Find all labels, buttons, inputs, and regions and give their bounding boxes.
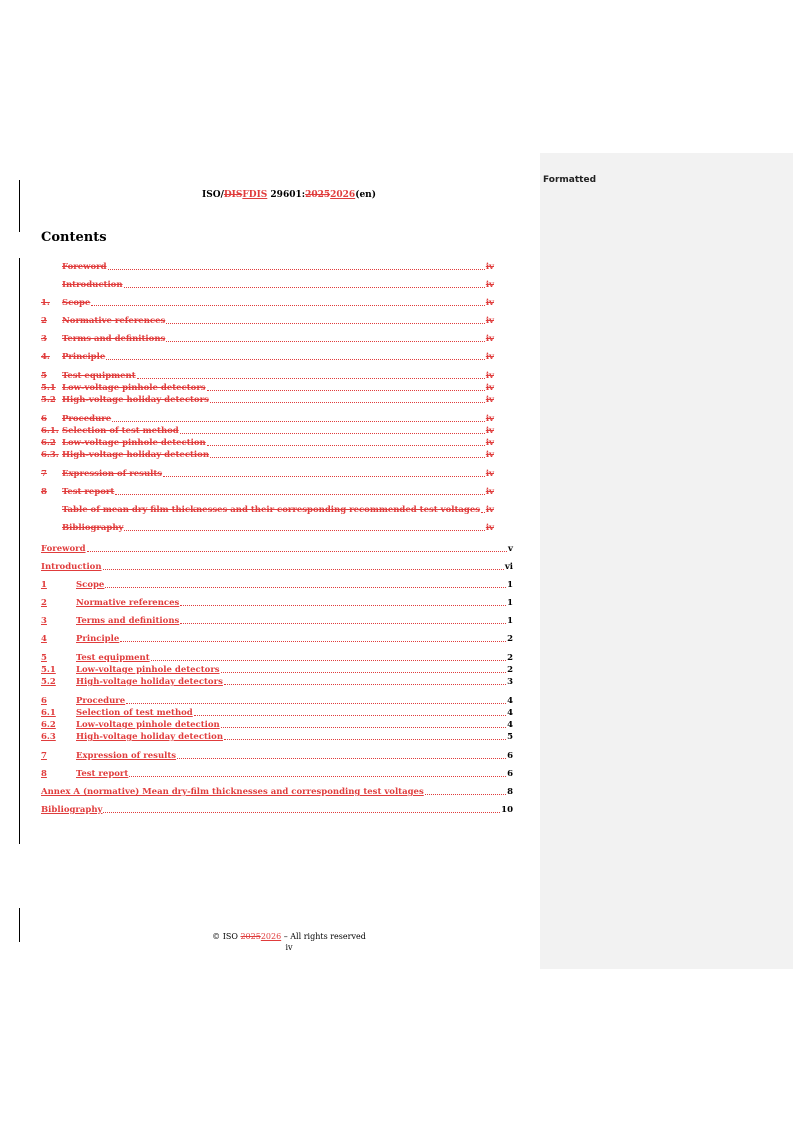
toc-entry-label: Expression of results [62,469,163,479]
toc-entry-number: 5.2 [41,677,56,687]
toc-leader-dots [194,715,506,716]
toc-entry-page: 3 [507,677,513,687]
toc-leader-dots [425,794,506,795]
toc-leader-dots [91,305,484,306]
toc-entry[interactable] [41,596,513,608]
toc-entry-page: iv [485,262,494,272]
toc-entry[interactable] [41,393,494,405]
toc-entry-label: Principle [62,352,106,362]
toc-entry-number: 5 [41,653,47,663]
header-suffix: (en) [355,190,376,200]
toc-entry-label: Terms and definitions [62,334,166,344]
toc-entry[interactable] [41,803,513,815]
toc-leader-dots [115,494,484,495]
toc-leader-dots [207,390,485,391]
toc-entry-number: 5.1 [41,383,56,393]
toc-entry-number: 7 [41,469,47,479]
toc-entry-number: 7 [41,751,47,761]
toc-leader-dots [124,287,485,288]
toc-entry-page: iv [485,469,494,479]
toc-entry-number: 6 [41,414,47,424]
toc-entry-label: Terms and definitions [76,616,180,626]
toc-entry[interactable] [41,467,494,479]
toc-leader-dots [224,739,506,740]
toc-entry-number: 5.2 [41,395,56,405]
header-inserted-stage: FDIS [242,190,268,200]
toc-leader-dots [103,812,500,813]
header-deleted-year: 2025 [305,190,331,200]
toc-leader-dots [210,457,485,458]
toc-leader-dots [112,421,485,422]
toc-entry[interactable] [41,632,513,644]
toc-entry-number: 6.1. [41,426,59,436]
toc-entry[interactable] [41,663,513,675]
toc-entry-page: iv [485,487,494,497]
toc-entry-number: 3 [41,334,47,344]
toc-leader-dots [180,623,506,624]
toc-entry[interactable] [41,296,494,308]
toc-leader-dots [207,445,485,446]
toc-entry-page: iv [485,298,494,308]
toc-entry-label: Introduction [62,280,123,290]
toc-entry-label: Procedure [62,414,112,424]
toc-entry-label: Bibliography [62,523,124,533]
toc-leader-dots [124,530,484,531]
toc-leader-dots [120,641,506,642]
toc-entry-label: Scope [62,298,91,308]
toc-entry-label: Scope [76,580,105,590]
toc-entry-page: iv [485,371,494,381]
toc-entry-label: High-voltage holiday detection [62,450,210,460]
toc-leader-dots [221,727,506,728]
toc-entry[interactable] [41,436,494,448]
toc-entry-label: Table of mean dry film thicknesses and their corresponding recommended test voltages [62,505,481,515]
toc-entry-label: Test equipment [76,653,150,663]
toc-entry[interactable] [41,749,513,761]
toc-entry-number: 5.1 [41,665,56,675]
toc-entry-page: iv [485,438,494,448]
toc-entry-number: 1. [41,298,50,308]
toc-entry[interactable] [41,730,513,742]
toc-entry[interactable] [41,560,513,572]
toc-entry-label: High-voltage holiday detectors [62,395,209,405]
toc-entry-page: 5 [507,732,513,742]
toc-entry-page: iv [485,505,494,515]
toc-entry-page: v [508,544,513,554]
toc-leader-dots [87,551,508,552]
toc-entry[interactable] [41,767,513,779]
toc-entry-label: Expression of results [76,751,177,761]
toc-leader-dots [210,402,485,403]
toc-leader-dots [481,512,485,513]
toc-entry[interactable] [41,785,513,797]
toc-entry-label: Annex A (normative) Mean dry-film thicknesses and corresponding test voltages [41,787,424,797]
toc-entry[interactable] [41,412,494,424]
toc-leader-dots [163,476,485,477]
toc-entry-label: Procedure [76,696,126,706]
toc-entry[interactable] [41,694,513,706]
page-number: iv [285,943,293,952]
toc-leader-dots [129,776,506,777]
toc-leader-dots [106,359,485,360]
toc-entry-label: Foreword [62,262,107,272]
toc-entry-label: Normative references [62,316,166,326]
formatted-comment-label: Formatted [543,175,597,185]
toc-entry-number: 6.2 [41,438,56,448]
toc-entry[interactable] [41,424,494,436]
contents-title: Contents [41,230,107,245]
toc-entry-label: Foreword [41,544,86,554]
toc-entry-number: 4. [41,352,50,362]
toc-entry-page: 1 [507,580,513,590]
toc-entry[interactable] [41,332,494,344]
toc-entry-label: Low-voltage pinhole detection [62,438,206,448]
toc-entry-label: Selection of test method [62,426,179,436]
toc-entry-label: Test report [62,487,115,497]
toc-entry[interactable] [41,675,513,687]
toc-entry-page: 2 [507,665,513,675]
toc-entry[interactable] [41,503,494,515]
toc-entry[interactable] [41,578,513,590]
toc-entry-page: 4 [507,696,513,706]
header-prefix: ISO/ [202,190,224,200]
toc-entry-number: 8 [41,487,47,497]
toc-entry-page: iv [485,450,494,460]
toc-entry-number: 6.1 [41,708,56,718]
toc-entry[interactable] [41,448,494,460]
toc-entry-number: 1 [41,580,47,590]
toc-entry-number: 5 [41,371,47,381]
toc-leader-dots [180,433,485,434]
toc-entry-label: Test report [76,769,129,779]
toc-entry-label: Test equipment [62,371,136,381]
change-bar [19,258,20,844]
toc-entry[interactable] [41,369,494,381]
toc-entry-number: 6 [41,696,47,706]
document-header [0,190,578,200]
toc-leader-dots [103,569,504,570]
toc-entry[interactable] [41,260,494,272]
toc-entry-page: iv [485,383,494,393]
toc-entry-page: iv [485,334,494,344]
toc-entry-label: Low-voltage pinhole detectors [62,383,206,393]
toc-entry-page: 10 [501,805,513,815]
toc-entry-number: 2 [41,316,47,326]
toc-entry-number: 6.3. [41,450,59,460]
toc-entry-number: 6.2 [41,720,56,730]
toc-entry-page: iv [485,395,494,405]
toc-entry[interactable] [41,381,494,393]
toc-entry-page: iv [485,280,494,290]
toc-entry[interactable] [41,706,513,718]
toc-leader-dots [151,660,506,661]
toc-leader-dots [108,269,485,270]
toc-entry-number: 3 [41,616,47,626]
toc-entry-label: Low-voltage pinhole detection [76,720,220,730]
toc-entry-page: 1 [507,616,513,626]
toc-entry-label: Principle [76,634,120,644]
toc-entry[interactable] [41,614,513,626]
toc-leader-dots [166,341,485,342]
toc-leader-dots [105,587,506,588]
change-bar [19,180,20,232]
toc-entry-page: 4 [507,708,513,718]
toc-entry[interactable] [41,521,494,533]
toc-entry-page: iv [485,414,494,424]
toc-entry-page: iv [485,352,494,362]
toc-entry[interactable] [41,651,513,663]
toc-leader-dots [137,378,485,379]
toc-entry-page: 1 [507,598,513,608]
toc-entry-label: Normative references [76,598,180,608]
toc-entry-label: Selection of test method [76,708,193,718]
toc-entry-label: Low-voltage pinhole detectors [76,665,220,675]
toc-entry[interactable] [41,278,494,290]
toc-leader-dots [221,672,506,673]
toc-entry[interactable] [41,542,513,554]
copyright-suffix: – All rights reserved [281,932,366,941]
header-inserted-year: 2026 [330,190,356,200]
toc-entry[interactable] [41,485,494,497]
toc-entry-label: Bibliography [41,805,103,815]
toc-leader-dots [126,703,506,704]
toc-entry-label: High-voltage holiday detection [76,732,224,742]
footer-inserted-year: 2026 [260,932,282,941]
toc-leader-dots [224,684,506,685]
toc-entry[interactable] [41,314,494,326]
footer-deleted-year: 2025 [240,932,261,941]
comment-pane [540,153,793,969]
toc-entry[interactable] [41,718,513,730]
toc-entry[interactable] [41,350,494,362]
toc-entry-label: Introduction [41,562,102,572]
toc-entry-page: iv [485,523,494,533]
toc-entry-label: High-voltage holiday detectors [76,677,223,687]
toc-leader-dots [180,605,506,606]
toc-entry-number: 4 [41,634,47,644]
header-number: 29601: [267,190,306,200]
toc-entry-page: 2 [507,634,513,644]
toc-entry-page: 4 [507,720,513,730]
toc-entry-page: 6 [507,769,513,779]
toc-entry-number: 8 [41,769,47,779]
toc-entry-page: 2 [507,653,513,663]
copyright-prefix: © ISO [212,932,241,941]
toc-leader-dots [177,758,506,759]
toc-entry-page: vi [504,562,513,572]
toc-entry-number: 6.3 [41,732,56,742]
document-footer [0,932,578,952]
toc-entry-page: iv [485,426,494,436]
toc-entry-page: 8 [507,787,513,797]
header-deleted-stage: DIS [223,190,243,200]
toc-entry-number: 2 [41,598,47,608]
toc-entry-page: iv [485,316,494,326]
toc-entry-page: 6 [507,751,513,761]
toc-leader-dots [166,323,485,324]
